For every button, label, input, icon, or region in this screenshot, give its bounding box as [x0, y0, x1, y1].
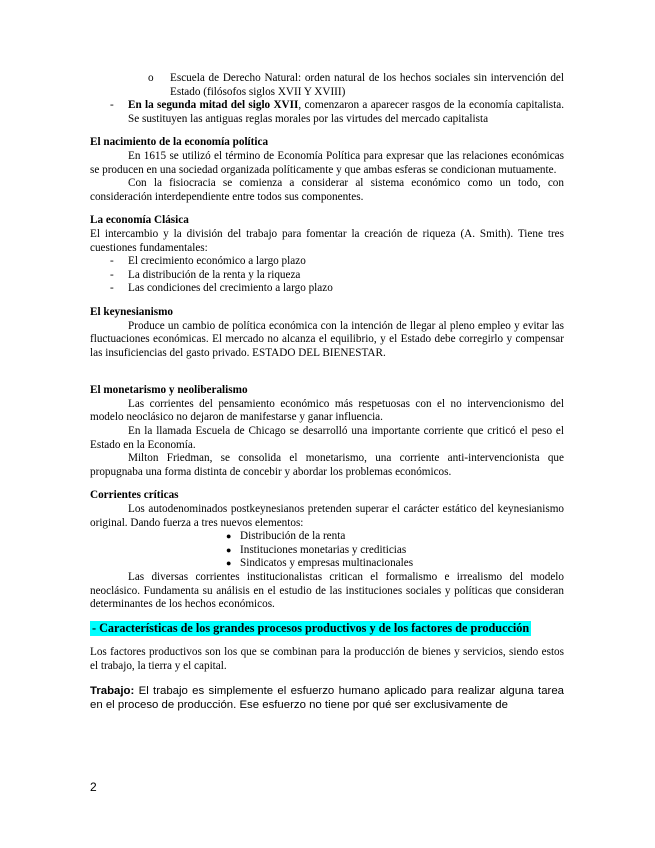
list-item: [90, 557, 564, 571]
dash-bullet-icon: -: [110, 255, 114, 268]
paragraph: Produce un cambio de política económica con la intención de llegar al pleno empleo y evitar las fluctuaciones económicas. El mercado no alcanza el equilibrio, y el Estado debe corregirlo y compensar las insuficiencias del gasto privado. ESTADO DEL BIENESTAR.: [90, 319, 564, 359]
list-item: [90, 269, 564, 283]
paragraph: Con la fisiocracia se comienza a considerar al sistema económico como un todo, con consideración interdependiente entre todos sus componentes.: [90, 177, 564, 203]
list-item: [90, 72, 564, 99]
bullet-icon: ●: [226, 544, 232, 555]
list-item-text: El crecimiento económico a largo plazo: [128, 255, 306, 268]
dash-list: [90, 255, 564, 296]
section-heading: La economía Clásica: [90, 214, 189, 227]
paragraph: Milton Friedman, se consolida el monetarismo, una corriente anti-intervencionista que propugnaba una forma distinta de concebir y abordar los problemas económicos.: [90, 452, 564, 478]
circle-bullet-icon: o: [148, 72, 154, 84]
section-heading: El keynesianismo: [90, 305, 173, 318]
list-item-text: , comenzaron a aparecer rasgos de la economía capitalista. Se sustituyen las antiguas reglas morales por las virtudes del mercado capitalista: [128, 99, 565, 125]
list-item: [90, 282, 564, 296]
trabajo-text: El trabajo es simplemente el esfuerzo humano aplicado para realizar alguna tarea en el proceso de producción. Ese esfuerzo no tiene por qué ser exclusivamente de: [90, 684, 564, 711]
highlighted-section-title: - Características de los grandes procesos productivos y de los factores de producción: [92, 620, 530, 635]
dash-bullet-icon: -: [110, 99, 114, 112]
list-item: [90, 530, 564, 544]
spacer: [90, 674, 564, 684]
bold-text: En la segunda mitad del siglo XVII: [128, 99, 299, 112]
list-item-text: Distribución de la renta: [240, 530, 346, 543]
list-item-text: La distribución de la renta y la riqueza: [128, 268, 301, 281]
circle-list: [90, 72, 564, 99]
spacer: [90, 360, 564, 374]
bullet-icon: ●: [226, 531, 232, 542]
paragraph-trabajo: [90, 684, 564, 712]
dash-list: [90, 99, 564, 126]
document-page: [90, 72, 564, 712]
section-heading: El monetarismo y neoliberalismo: [90, 384, 248, 397]
paragraph: Los autodenominados postkeynesianos pretenden superar el carácter estático del keynesianismo original. Dando fuerza a tres nuevos elementos:: [90, 503, 564, 529]
bullet-icon: ●: [226, 558, 232, 569]
list-item-text: Instituciones monetarias y crediticias: [240, 543, 407, 556]
spacer: [90, 636, 564, 646]
paragraph: El intercambio y la división del trabajo para fomentar la creación de riqueza (A. Smith). Tiene tres cuestiones fundamentales:: [90, 227, 564, 254]
dash-bullet-icon: -: [110, 268, 114, 281]
paragraph: En la llamada Escuela de Chicago se desarrolló una importante corriente que criticó el peso el Estado en la Economía.: [90, 425, 564, 451]
list-item: [90, 255, 564, 269]
list-item-text: Sindicatos y empresas multinacionales: [240, 557, 414, 570]
paragraph: Las corrientes del pensamiento económico más respetuosas con el no intervencionismo del modelo neoclásico no dejaron de manifestarse y ganar influencia.: [90, 397, 564, 424]
paragraph: Los factores productivos son los que se combinan para la producción de bienes y servicios, siendo estos el trabajo, la tierra y el capital.: [90, 646, 564, 672]
list-item-text: Escuela de Derecho Natural: orden natural de los hechos sociales sin intervención del Estado (filósofos siglos XVII Y XVIII): [170, 72, 564, 98]
bullet-list: [90, 530, 564, 571]
paragraph: En 1615 se utilizó el término de Economía Política para expresar que las relaciones económicas se producen en una sociedad organizada políticamente y que ambas esferas se condicionan mutuamente.: [90, 149, 564, 176]
list-item-text: Las condiciones del crecimiento a largo plazo: [128, 282, 333, 295]
section-heading: Corrientes críticas: [90, 489, 179, 502]
trabajo-label: Trabajo:: [90, 684, 135, 697]
dash-bullet-icon: -: [110, 282, 114, 295]
section-heading: El nacimiento de la economía política: [90, 136, 269, 149]
list-item: [90, 99, 564, 126]
page-number: 2: [90, 780, 97, 794]
list-item: [90, 544, 564, 558]
paragraph: Las diversas corrientes institucionalistas critican el formalismo e irrealismo del modelo neoclásico. Fundamenta su análisis en el estudio de las instituciones sociales y políticas que consideran determinantes de los hechos económicos.: [90, 571, 564, 611]
